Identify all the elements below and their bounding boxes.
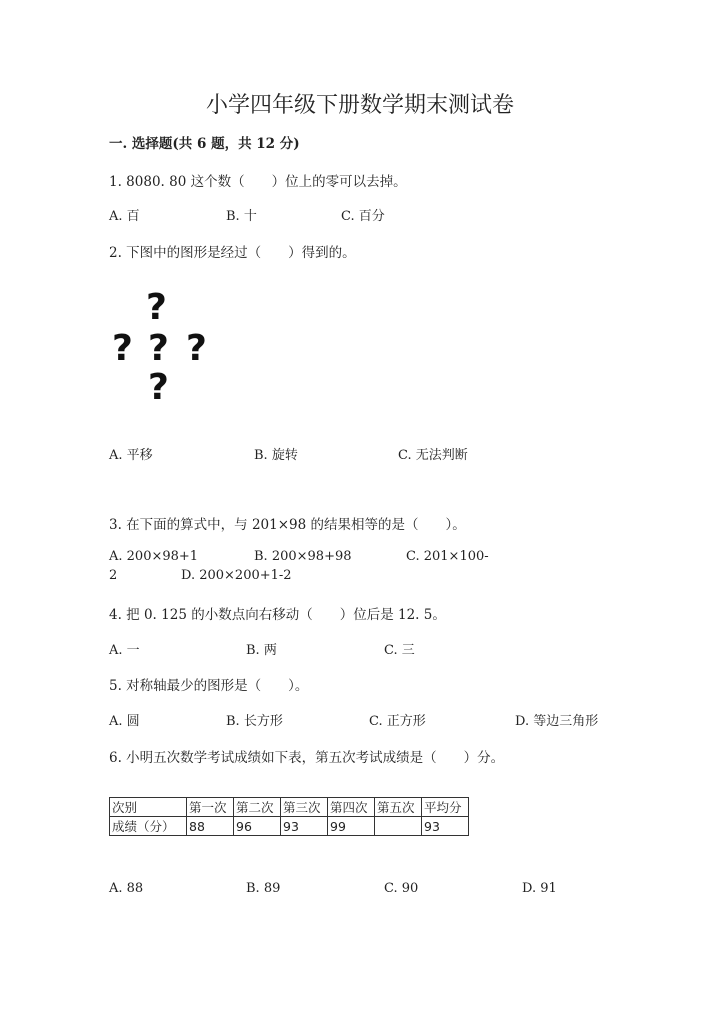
question-6: 6. 小明五次数学考试成绩如下表，第五次考试成绩是（ ）分。 [109,750,505,766]
question-2: 2. 下图中的图形是经过（ ）得到的。 [109,245,356,261]
q3-option-c: C. 201×100- [406,549,489,564]
question-3: 3. 在下面的算式中，与 201×98 的结果相等的是（ ）。 [109,517,466,533]
q4-option-b: B. 两 [246,643,277,658]
table-cell: 88 [187,817,234,836]
figure-question-mark-right: ? [186,328,207,369]
q2-option-a: A. 平移 [109,448,153,463]
q1-option-a: A. 百 [109,209,140,224]
table-header-cell: 第三次 [281,798,328,817]
figure-question-mark-top: ? [146,287,167,328]
table-cell: 96 [234,817,281,836]
table-header-row [110,798,469,817]
table-header-cell: 平均分 [422,798,469,817]
q3-option-a: A. 200×98+1 [109,549,199,564]
q4-option-c: C. 三 [384,643,415,658]
question-5: 5. 对称轴最少的图形是（ ）。 [109,678,309,694]
q2-option-b: B. 旋转 [254,448,298,463]
q2-option-c: C. 无法判断 [398,448,468,463]
scores-table [109,797,469,836]
table-cell-blank [375,817,422,836]
question-4: 4. 把 0. 125 的小数点向右移动（ ）位后是 12. 5。 [109,607,446,623]
q3-option-d: D. 200×200+1-2 [181,568,292,583]
q1-option-b: B. 十 [226,209,257,224]
table-row [110,817,469,836]
table-header-cell: 第二次 [234,798,281,817]
figure-question-mark-center: ? [148,328,169,369]
table-cell: 99 [328,817,375,836]
q5-option-d: D. 等边三角形 [515,714,599,729]
figure-question-mark-left: ? [112,328,133,369]
q6-option-b: B. 89 [246,881,281,896]
q6-option-d: D. 91 [522,881,557,896]
figure-question-mark-bottom: ? [148,367,169,408]
q3-option-c-continued: 2 [109,568,118,583]
q5-option-b: B. 长方形 [226,714,283,729]
q4-option-a: A. 一 [109,643,140,658]
table-cell: 成绩（分） [110,817,187,836]
table-cell: 93 [281,817,328,836]
q3-option-b: B. 200×98+98 [254,549,352,564]
table-cell: 93 [422,817,469,836]
q5-option-c: C. 正方形 [369,714,426,729]
table-header-cell: 次别 [110,798,187,817]
question-1: 1. 8080. 80 这个数（ ）位上的零可以去掉。 [109,174,407,190]
table-header-cell: 第一次 [187,798,234,817]
q6-option-c: C. 90 [384,881,419,896]
table-header-cell: 第四次 [328,798,375,817]
section-heading: 一. 选择题(共 6 题，共 12 分) [109,136,300,152]
q5-option-a: A. 圆 [109,714,140,729]
q6-option-a: A. 88 [109,881,144,896]
page-title: 小学四年级下册数学期末测试卷 [205,93,514,118]
table-header-cell: 第五次 [375,798,422,817]
q1-option-c: C. 百分 [341,209,385,224]
